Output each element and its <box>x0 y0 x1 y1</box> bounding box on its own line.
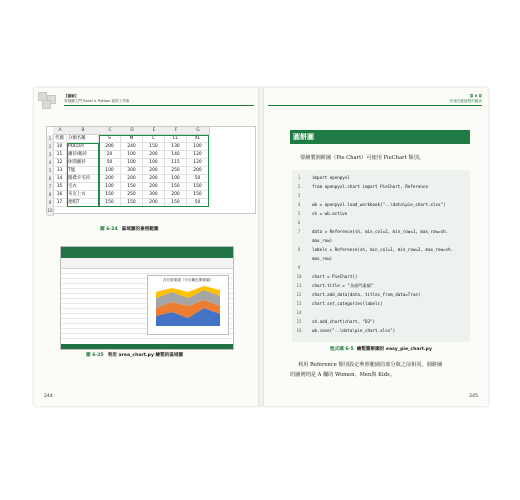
code-caption <box>330 346 432 352</box>
code-line-text: data = Reference(sh, min_col=2, min_row=1, max_row=sh. <box>312 229 449 234</box>
code-line <box>292 246 470 254</box>
code-line <box>292 291 470 299</box>
row-header: 2 <box>47 143 54 152</box>
code-line-text: chart.title = "各部門業績" <box>312 283 374 288</box>
table-cell: 150 <box>187 191 209 199</box>
table-cell: 襯衫/鶴衫 <box>67 151 99 159</box>
code-line-text: chart.set_categories(labels) <box>312 301 383 306</box>
table-cell: 14 <box>53 175 67 183</box>
table-cell: 100 <box>99 183 121 191</box>
right-header-chapter: 第 6 章 <box>469 94 482 98</box>
code-caption-label: 程式碼 6-5 <box>330 347 354 352</box>
excel-title-bar <box>61 247 233 258</box>
page-number-right: 245 <box>469 394 478 399</box>
table-cell: 15 <box>53 183 67 191</box>
code-line-number: 10 <box>296 274 302 279</box>
table-cell: 100 <box>121 151 143 159</box>
data-range-highlight <box>99 135 209 207</box>
table-cell: 連帽T <box>67 199 99 207</box>
figure-label: 圖 6-24 <box>100 227 118 232</box>
figure-title: 區域圖的參照範圍 <box>121 227 159 232</box>
code-line-number: 8 <box>297 247 301 252</box>
table-cell: 100 <box>187 143 209 151</box>
row-header: 10 <box>47 207 54 216</box>
table-cell: T恤 <box>67 167 99 175</box>
code-line-number: 6 <box>297 220 301 225</box>
column-header: D <box>121 127 144 135</box>
code-line-text: sh.add_chart(chart, "D3") <box>312 319 376 324</box>
column-header: E <box>143 127 166 135</box>
table-cell: 11 <box>53 151 67 159</box>
table-cell: 100 <box>99 167 121 175</box>
code-line <box>292 219 470 227</box>
table-cell: 200 <box>143 199 165 207</box>
table-cell: 150 <box>187 183 209 191</box>
code-line <box>292 273 470 281</box>
table-cell: 50 <box>187 199 209 207</box>
code-line <box>292 282 470 290</box>
column-header: F <box>165 127 188 135</box>
table-cell: 150 <box>143 143 165 151</box>
outro-line-2: 的圖例則是 A 欄的 Women、Men與 Kids。 <box>290 372 395 378</box>
row-header: 1 <box>47 135 54 144</box>
code-listing <box>292 170 470 342</box>
table-cell: 夾克上衣 <box>67 191 99 199</box>
table-cell: 100 <box>143 159 165 167</box>
code-line <box>292 318 470 326</box>
code-line <box>292 210 470 218</box>
code-line-text: chart = PieChart() <box>312 274 358 279</box>
code-line <box>292 237 470 245</box>
table-cell: XL <box>187 135 209 143</box>
row-header: 5 <box>47 167 54 176</box>
code-line-number: 1 <box>297 175 301 180</box>
code-line-number: 5 <box>297 211 301 216</box>
table-cell: 300 <box>121 167 143 175</box>
figure-label: 圖 6-25 <box>86 353 104 358</box>
table-cell: 200 <box>187 167 209 175</box>
table-cell: 200 <box>143 167 165 175</box>
column-header: A <box>53 127 68 135</box>
code-line <box>292 264 470 272</box>
code-line-number: 15 <box>296 319 302 324</box>
code-line-text: import openpyxl <box>312 175 350 180</box>
category-range-highlight <box>67 143 99 207</box>
table-cell: 150 <box>121 199 143 207</box>
column-header: G <box>187 127 210 135</box>
table-cell: 20 <box>99 151 121 159</box>
table-cell: 240 <box>121 143 143 151</box>
excel-status-bar <box>61 344 233 349</box>
row-header: 6 <box>47 175 54 184</box>
table-cell: 代碼 <box>53 135 67 143</box>
column-header: B <box>67 127 100 135</box>
figure-caption-6-24 <box>100 226 158 232</box>
code-line <box>292 228 470 236</box>
book-spread <box>34 88 488 406</box>
outro-line-1: 利用 Reference 類別設定參照範圍的部分與之前相同，圓餅圖 <box>298 362 443 368</box>
area-chart-plot <box>148 276 228 334</box>
table-cell: M <box>121 135 143 143</box>
code-line-number: 2 <box>297 184 301 189</box>
table-cell: 10 <box>53 143 67 151</box>
table-cell: 250 <box>121 191 143 199</box>
code-line-number: 4 <box>297 202 301 207</box>
table-cell: 115 <box>165 159 187 167</box>
code-line-text: max_row) <box>312 256 333 261</box>
figure-title: 利用 area_chart.py 繪製的區域圖 <box>107 353 184 358</box>
row-header: 8 <box>47 191 54 200</box>
row-header: 4 <box>47 159 54 168</box>
excel-screenshot <box>60 246 234 350</box>
code-line-text: wb = openpyxl.load_workbook("..\data\pie_chart.xlsx") <box>312 202 446 207</box>
table-cell: 開襟羊毛衫 <box>67 175 99 183</box>
code-line-number: 14 <box>296 310 302 315</box>
code-line-number: 16 <box>296 328 302 333</box>
code-line <box>292 300 470 308</box>
table-cell: 120 <box>187 151 209 159</box>
column-header: C <box>99 127 122 135</box>
intro-paragraph: 要繪製圓餅圖（Pie Chart）可使用 PieChart 類別。 <box>300 155 424 161</box>
table-cell: S <box>99 135 121 143</box>
left-header-book-title: 零基礎入門 Excel × Python 高效工作術 <box>64 99 130 103</box>
table-cell: 250 <box>165 167 187 175</box>
table-cell: 120 <box>187 159 209 167</box>
right-page <box>264 88 488 406</box>
code-line-number: 3 <box>297 193 301 198</box>
code-line <box>292 327 470 335</box>
table-cell: 50 <box>187 175 209 183</box>
table-cell: POLO衫 <box>67 143 99 151</box>
code-line-number: 7 <box>297 229 301 234</box>
table-cell: 200 <box>143 175 165 183</box>
table-cell: 50 <box>99 159 121 167</box>
code-caption-title: 繪製圓餅圖的 easy_pie_chart.py <box>356 347 432 352</box>
code-line-text: max_row) <box>312 238 333 243</box>
table-cell: 150 <box>121 183 143 191</box>
table-cell: 12 <box>53 159 67 167</box>
right-header-chapter-title: 快速自動繪製的圖表 <box>449 99 482 103</box>
code-line <box>292 183 470 191</box>
section-heading <box>290 130 470 144</box>
code-line <box>292 255 470 263</box>
row-header: 9 <box>47 199 54 208</box>
table-cell: 分類名稱 <box>67 135 99 143</box>
book-logo-icon <box>38 92 60 108</box>
table-cell: 毛衣 <box>67 183 99 191</box>
table-cell: 13 <box>53 167 67 175</box>
row-header: 7 <box>47 183 54 192</box>
table-cell: 200 <box>165 191 187 199</box>
spreadsheet-figure <box>46 126 256 214</box>
left-page <box>34 88 258 406</box>
table-cell: 130 <box>165 143 187 151</box>
code-line <box>292 174 470 182</box>
table-cell: 150 <box>165 183 187 191</box>
section-title: 圓餅圖 <box>293 133 314 141</box>
table-cell: 200 <box>143 183 165 191</box>
code-line-text: wb.save("..\data\pie_chart.xlsx") <box>312 328 396 333</box>
row-header: 3 <box>47 151 54 160</box>
table-cell: 140 <box>165 151 187 159</box>
code-line-number: 12 <box>296 292 302 297</box>
table-cell: 200 <box>99 143 121 151</box>
table-cell: 150 <box>165 199 187 207</box>
table-cell: L <box>143 135 165 143</box>
area-chart-title: 各分類業績（可分離色開類圖） <box>162 278 214 282</box>
left-header-rule <box>64 105 254 106</box>
code-line-text: sh = wb.active <box>312 211 348 216</box>
left-header-series: 【圖解】 <box>64 94 79 98</box>
table-cell: 200 <box>99 175 121 183</box>
right-header-rule <box>268 105 482 106</box>
code-line-number: 13 <box>296 301 302 306</box>
code-line <box>292 201 470 209</box>
table-cell: 100 <box>121 159 143 167</box>
table-cell: 200 <box>143 151 165 159</box>
table-cell: 休閒襯衫 <box>67 159 99 167</box>
table-cell: 16 <box>53 191 67 199</box>
figure-caption-6-25 <box>86 352 183 358</box>
code-line <box>292 309 470 317</box>
excel-ribbon <box>61 258 233 269</box>
code-line <box>292 192 470 200</box>
page-number-left: 244 <box>44 394 53 399</box>
code-line-number: 11 <box>296 283 302 288</box>
code-line-text: from openpyxl.chart import PieChart, Reference <box>312 184 428 189</box>
outro-paragraph <box>290 360 472 380</box>
code-line-number: 9 <box>297 265 301 270</box>
table-cell: 150 <box>99 199 121 207</box>
area-chart <box>147 275 229 335</box>
table-cell: 100 <box>165 175 187 183</box>
table-cell: 150 <box>99 191 121 199</box>
code-line-text: labels = Reference(sh, min_col=1, min_row=2, max_row=sh. <box>312 247 454 252</box>
code-line-text: chart.add_data(data, titles_from_data=True) <box>312 292 421 297</box>
table-cell: LL <box>165 135 187 143</box>
table-cell: 17 <box>53 199 67 207</box>
table-cell: 300 <box>143 191 165 199</box>
table-cell: 200 <box>121 175 143 183</box>
